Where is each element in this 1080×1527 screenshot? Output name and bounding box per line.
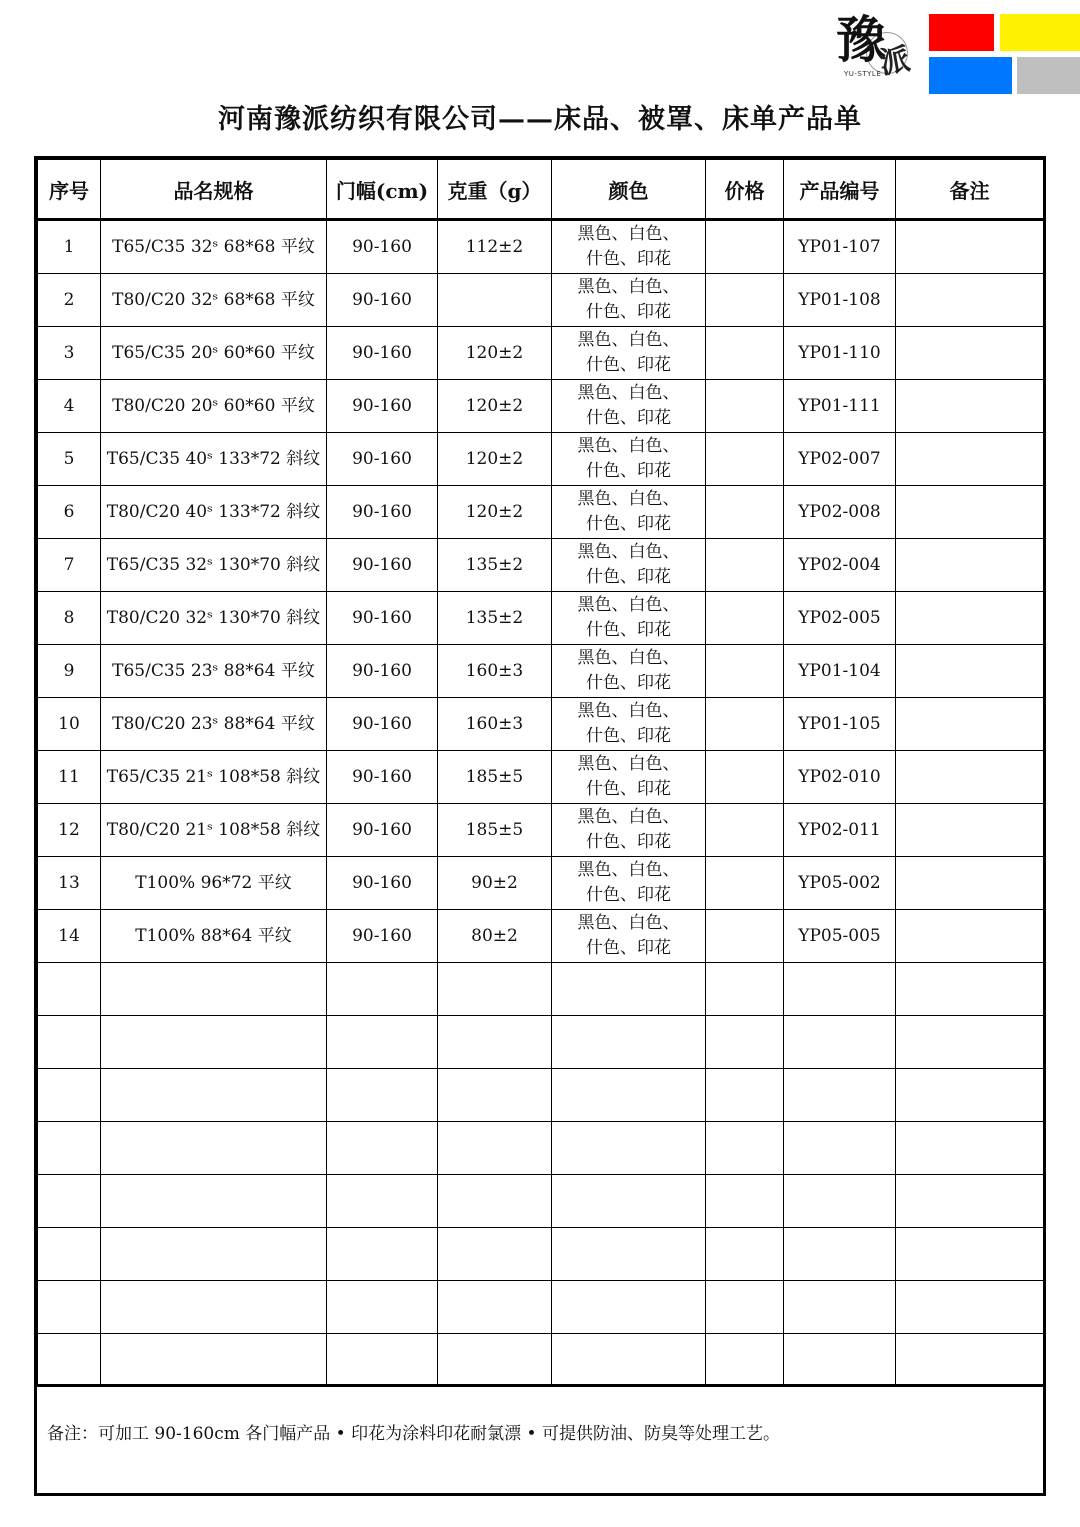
empty-cell [327,1281,438,1334]
cell-code: YP01-105 [784,698,896,751]
cell-price [706,645,784,698]
cell-width: 90-160 [327,539,438,592]
empty-cell [38,1228,101,1281]
empty-cell [327,1175,438,1228]
cell-spec: T80/C20 21ˢ 108*58 斜纹 [101,804,327,857]
cell-color [552,804,706,857]
empty-cell [327,963,438,1016]
empty-cell [706,963,784,1016]
cell-no: 11 [38,751,101,804]
table-header-row [38,160,1044,220]
cell-width: 90-160 [327,380,438,433]
color-line: 黑色、白色、 [577,701,680,721]
header-weight: 克重（g） [438,160,552,220]
empty-cell [438,963,552,1016]
empty-cell [38,1175,101,1228]
empty-cell [706,1281,784,1334]
color-line: 黑色、白色、 [577,648,680,668]
cell-price [706,327,784,380]
empty-cell [438,1281,552,1334]
cell-color [552,698,706,751]
table-row [38,433,1044,486]
empty-cell [784,1175,896,1228]
color-line: 黑色、白色、 [577,436,680,456]
swatch-blue [929,57,1012,94]
empty-cell [438,1228,552,1281]
cell-color [552,592,706,645]
cell-width: 90-160 [327,857,438,910]
empty-cell [101,1122,327,1175]
table-body [38,220,1044,1387]
cell-no: 5 [38,433,101,486]
color-line: 什色、印花 [586,779,671,799]
empty-cell [896,1334,1044,1387]
footer-note: 备注：可加工 90-160cm 各门幅产品 • 印花为涂料印花耐氯漂 • 可提供防油、防臭等处理工艺。 [47,1424,780,1444]
empty-cell [438,1016,552,1069]
empty-cell [784,1069,896,1122]
color-line: 什色、印花 [586,461,671,481]
cell-code: YP01-107 [784,220,896,274]
cell-code: YP05-005 [784,910,896,963]
empty-cell [327,1334,438,1387]
empty-row [38,1228,1044,1281]
cell-price [706,857,784,910]
cell-remark [896,327,1044,380]
empty-cell [784,1281,896,1334]
empty-cell [327,1069,438,1122]
header-code: 产品编号 [784,160,896,220]
color-line: 什色、印花 [586,408,671,428]
empty-cell [784,1334,896,1387]
color-line: 什色、印花 [586,726,671,746]
cell-weight: 120±2 [438,380,552,433]
color-line: 黑色、白色、 [577,330,680,350]
table-row [38,592,1044,645]
cell-spec: T65/C35 32ˢ 130*70 斜纹 [101,539,327,592]
header-no: 序号 [38,160,101,220]
cell-color [552,751,706,804]
table-row [38,645,1044,698]
cell-width: 90-160 [327,433,438,486]
empty-cell [552,1281,706,1334]
cell-width: 90-160 [327,327,438,380]
empty-row [38,1175,1044,1228]
empty-cell [38,1334,101,1387]
cell-width: 90-160 [327,910,438,963]
cell-no: 3 [38,327,101,380]
empty-cell [896,1281,1044,1334]
page-title: 河南豫派纺织有限公司——床品、被罩、床单产品单 [218,104,862,135]
table-row [38,274,1044,327]
cell-spec: T100% 96*72 平纹 [101,857,327,910]
empty-cell [38,1069,101,1122]
cell-weight: 160±3 [438,645,552,698]
empty-cell [896,1069,1044,1122]
cell-price [706,592,784,645]
cell-width: 90-160 [327,592,438,645]
cell-code: YP01-111 [784,380,896,433]
logo-subtitle: YU-STYLE [844,70,882,78]
empty-row [38,1334,1044,1387]
empty-cell [896,1016,1044,1069]
cell-color [552,433,706,486]
cell-color [552,539,706,592]
logo-main-glyph: 豫 [836,10,886,69]
empty-row [38,1281,1044,1334]
cell-weight: 90±2 [438,857,552,910]
cell-width: 90-160 [327,751,438,804]
empty-cell [327,1228,438,1281]
cell-weight: 80±2 [438,910,552,963]
table-row [38,698,1044,751]
cell-remark [896,910,1044,963]
empty-cell [552,963,706,1016]
cell-code: YP02-007 [784,433,896,486]
cell-spec: T80/C20 32ˢ 130*70 斜纹 [101,592,327,645]
color-line: 什色、印花 [586,620,671,640]
empty-cell [896,1228,1044,1281]
cell-weight: 135±2 [438,592,552,645]
cell-price [706,539,784,592]
header-price: 价格 [706,160,784,220]
empty-row [38,1122,1044,1175]
cell-weight: 135±2 [438,539,552,592]
cell-weight [438,274,552,327]
empty-cell [706,1334,784,1387]
empty-cell [327,1016,438,1069]
color-line: 黑色、白色、 [577,860,680,880]
color-line: 黑色、白色、 [577,807,680,827]
empty-cell [552,1334,706,1387]
cell-weight: 185±5 [438,804,552,857]
cell-code: YP01-110 [784,327,896,380]
empty-cell [784,963,896,1016]
table-row [38,539,1044,592]
empty-cell [38,1016,101,1069]
cell-price [706,751,784,804]
color-line: 黑色、白色、 [577,383,680,403]
logo-secondary-glyph: 派 [877,41,913,82]
cell-remark [896,645,1044,698]
color-line: 什色、印花 [586,885,671,905]
cell-spec: T65/C35 20ˢ 60*60 平纹 [101,327,327,380]
cell-color [552,327,706,380]
note-section [37,1384,1043,1493]
empty-cell [38,1122,101,1175]
cell-price [706,380,784,433]
cell-code: YP05-002 [784,857,896,910]
color-line: 黑色、白色、 [577,754,680,774]
color-line: 黑色、白色、 [577,595,680,615]
empty-cell [38,963,101,1016]
cell-remark [896,592,1044,645]
cell-no: 4 [38,380,101,433]
empty-row [38,1016,1044,1069]
cell-spec: T80/C20 23ˢ 88*64 平纹 [101,698,327,751]
table-row [38,380,1044,433]
empty-cell [706,1122,784,1175]
cell-remark [896,274,1044,327]
cell-weight: 120±2 [438,486,552,539]
cell-width: 90-160 [327,274,438,327]
color-line: 什色、印花 [586,832,671,852]
empty-cell [706,1069,784,1122]
empty-cell [896,1122,1044,1175]
cell-color [552,274,706,327]
cell-code: YP02-011 [784,804,896,857]
cell-spec: T65/C35 23ˢ 88*64 平纹 [101,645,327,698]
cell-no: 7 [38,539,101,592]
empty-cell [552,1016,706,1069]
cell-no: 14 [38,910,101,963]
cell-color [552,645,706,698]
cell-spec: T80/C20 20ˢ 60*60 平纹 [101,380,327,433]
cell-code: YP02-004 [784,539,896,592]
empty-row [38,963,1044,1016]
color-line: 什色、印花 [586,567,671,587]
cell-no: 8 [38,592,101,645]
empty-cell [784,1228,896,1281]
empty-cell [101,1175,327,1228]
header-width: 门幅(cm) [327,160,438,220]
product-table [37,159,1044,1387]
swatch-gray [1017,57,1080,94]
cell-spec: T65/C35 21ˢ 108*58 斜纹 [101,751,327,804]
cell-price [706,220,784,274]
empty-row [38,1069,1044,1122]
cell-price [706,486,784,539]
cell-price [706,433,784,486]
empty-cell [784,1016,896,1069]
empty-cell [896,963,1044,1016]
table-row [38,751,1044,804]
empty-cell [438,1069,552,1122]
cell-no: 12 [38,804,101,857]
cell-code: YP02-008 [784,486,896,539]
cell-remark [896,433,1044,486]
empty-cell [101,963,327,1016]
table-row [38,910,1044,963]
empty-cell [438,1334,552,1387]
empty-cell [327,1122,438,1175]
color-line: 黑色、白色、 [577,913,680,933]
table-row [38,804,1044,857]
empty-cell [101,1281,327,1334]
header-color: 颜色 [552,160,706,220]
header-remark: 备注 [896,160,1044,220]
cell-price [706,910,784,963]
cell-color [552,380,706,433]
empty-cell [552,1069,706,1122]
cell-spec: T65/C35 32ˢ 68*68 平纹 [101,220,327,274]
color-line: 黑色、白色、 [577,224,680,244]
cell-no: 2 [38,274,101,327]
empty-cell [706,1228,784,1281]
empty-cell [101,1069,327,1122]
cell-no: 1 [38,220,101,274]
empty-cell [438,1175,552,1228]
cell-spec: T80/C20 32ˢ 68*68 平纹 [101,274,327,327]
empty-cell [38,1281,101,1334]
cell-color [552,857,706,910]
color-line: 什色、印花 [586,355,671,375]
cell-price [706,698,784,751]
empty-cell [101,1016,327,1069]
cell-no: 10 [38,698,101,751]
cell-remark [896,539,1044,592]
color-line: 黑色、白色、 [577,489,680,509]
cell-no: 6 [38,486,101,539]
swatch-red [929,14,994,51]
cell-remark [896,751,1044,804]
cell-no: 9 [38,645,101,698]
cell-weight: 185±5 [438,751,552,804]
cell-price [706,274,784,327]
empty-cell [552,1228,706,1281]
cell-weight: 112±2 [438,220,552,274]
cell-color [552,486,706,539]
cell-spec: T65/C35 40ˢ 133*72 斜纹 [101,433,327,486]
empty-cell [896,1175,1044,1228]
cell-code: YP01-108 [784,274,896,327]
empty-cell [101,1228,327,1281]
cell-code: YP02-005 [784,592,896,645]
table-row [38,486,1044,539]
cell-weight: 120±2 [438,433,552,486]
cell-no: 13 [38,857,101,910]
cell-spec: T80/C20 40ˢ 133*72 斜纹 [101,486,327,539]
empty-cell [706,1016,784,1069]
color-line: 什色、印花 [586,514,671,534]
empty-cell [552,1122,706,1175]
cell-width: 90-160 [327,645,438,698]
cell-remark [896,220,1044,274]
color-line: 什色、印花 [586,302,671,322]
color-line: 什色、印花 [586,938,671,958]
cell-width: 90-160 [327,698,438,751]
cell-width: 90-160 [327,804,438,857]
cell-remark [896,486,1044,539]
cell-weight: 160±3 [438,698,552,751]
cell-remark [896,804,1044,857]
empty-cell [706,1175,784,1228]
cell-spec: T100% 88*64 平纹 [101,910,327,963]
cell-code: YP01-104 [784,645,896,698]
table-row [38,220,1044,274]
cell-remark [896,857,1044,910]
table-row [38,327,1044,380]
cell-weight: 120±2 [438,327,552,380]
empty-cell [438,1122,552,1175]
cell-color [552,910,706,963]
color-line: 黑色、白色、 [577,542,680,562]
product-sheet [34,156,1046,1496]
cell-width: 90-160 [327,486,438,539]
empty-cell [101,1334,327,1387]
cell-remark [896,698,1044,751]
color-line: 黑色、白色、 [577,277,680,297]
cell-code: YP02-010 [784,751,896,804]
cell-width: 90-160 [327,220,438,274]
header-spec: 品名规格 [101,160,327,220]
cell-color [552,220,706,274]
swatch-yellow [1000,14,1080,51]
company-logo [832,10,916,88]
cell-remark [896,380,1044,433]
empty-cell [552,1175,706,1228]
table-row [38,857,1044,910]
color-line: 什色、印花 [586,249,671,269]
cell-price [706,804,784,857]
empty-cell [784,1122,896,1175]
color-line: 什色、印花 [586,673,671,693]
